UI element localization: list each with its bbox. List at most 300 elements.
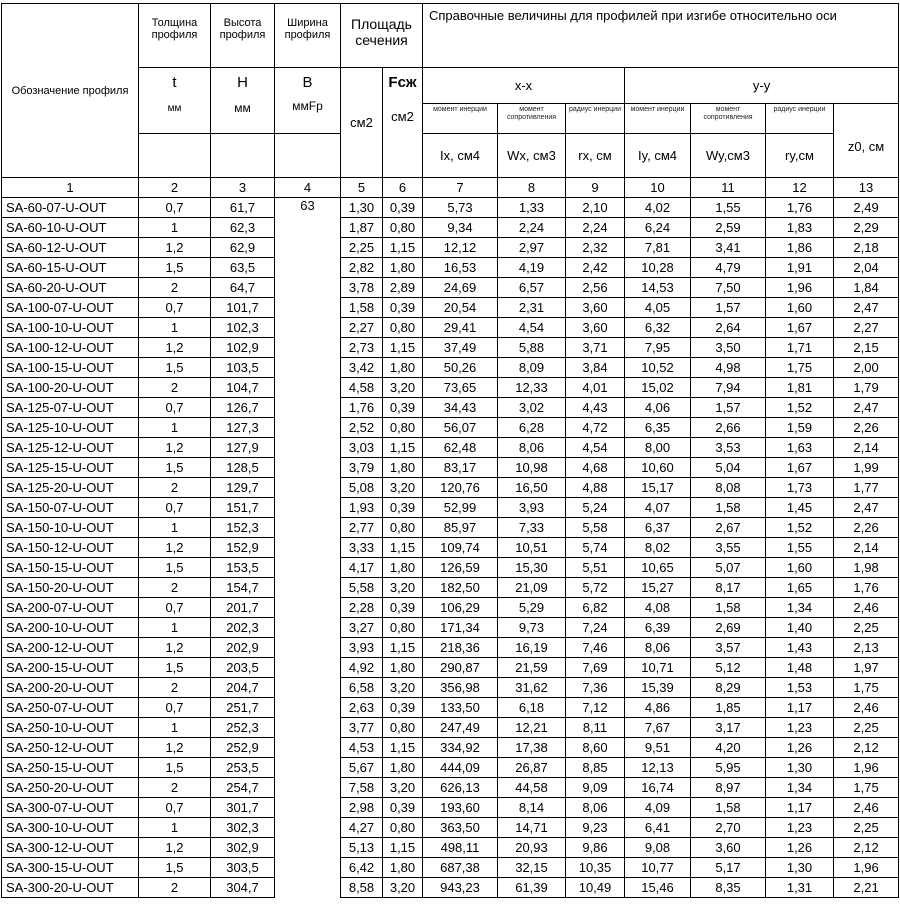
table-row (2, 338, 899, 358)
table-cell: 62,48 (423, 438, 498, 458)
table-cell: 0,80 (383, 518, 423, 538)
table-body (2, 198, 899, 898)
table-cell: 0,80 (383, 418, 423, 438)
table-cell: 202,3 (211, 618, 275, 638)
table-row (2, 238, 899, 258)
table-cell: 1,57 (691, 298, 766, 318)
table-cell: 2,04 (834, 258, 899, 278)
table-cell: 4,53 (341, 738, 383, 758)
header-t-cell (139, 68, 211, 134)
profile-name: SA-100-15-U-OUT (2, 358, 139, 378)
table-cell: 3,20 (383, 478, 423, 498)
profile-name: SA-250-15-U-OUT (2, 758, 139, 778)
table-cell: 2,66 (691, 418, 766, 438)
table-cell: 3,57 (691, 638, 766, 658)
header-fsz-cell (383, 68, 423, 178)
table-cell: 5,58 (341, 578, 383, 598)
table-cell: 0,80 (383, 218, 423, 238)
table-cell: 1,76 (766, 198, 834, 218)
table-cell: 3,33 (341, 538, 383, 558)
table-cell: 203,5 (211, 658, 275, 678)
table-row (2, 358, 899, 378)
table-cell: 1,58 (341, 298, 383, 318)
table-cell: 4,54 (498, 318, 566, 338)
table-cell: 0,39 (383, 798, 423, 818)
table-cell: 3,78 (341, 278, 383, 298)
table-cell: 2,00 (834, 358, 899, 378)
table-cell: 5,17 (691, 858, 766, 878)
table-cell: 2,24 (498, 218, 566, 238)
table-cell: 1,87 (341, 218, 383, 238)
table-cell: 1,53 (766, 678, 834, 698)
table-cell: 0,7 (139, 198, 211, 218)
table-cell: 687,38 (423, 858, 498, 878)
table-cell: 8,00 (625, 438, 691, 458)
table-cell: 2,70 (691, 818, 766, 838)
unit-b: ммFp (292, 99, 323, 113)
table-cell: 129,7 (211, 478, 275, 498)
table-cell: 4,86 (625, 698, 691, 718)
table-cell: 2,28 (341, 598, 383, 618)
table-cell: 1,67 (766, 458, 834, 478)
table-cell: 202,9 (211, 638, 275, 658)
header-width: Ширина профиля (275, 4, 341, 68)
table-cell: 1,15 (383, 238, 423, 258)
table-cell: 1,2 (139, 538, 211, 558)
table-cell: 2,14 (834, 438, 899, 458)
table-cell: 6,28 (498, 418, 566, 438)
table-cell: 7,33 (498, 518, 566, 538)
unit-h: мм (234, 101, 251, 115)
table-cell: 4,72 (566, 418, 625, 438)
table-cell: 2,25 (341, 238, 383, 258)
table-cell: 2,42 (566, 258, 625, 278)
table-cell: 62,9 (211, 238, 275, 258)
table-cell: 4,01 (566, 378, 625, 398)
table-row (2, 398, 899, 418)
table-cell: 1,80 (383, 658, 423, 678)
table-cell: 1,85 (691, 698, 766, 718)
profile-name: SA-150-12-U-OUT (2, 538, 139, 558)
table-cell: 1 (139, 418, 211, 438)
column-number: 13 (834, 178, 899, 198)
table-cell: 15,02 (625, 378, 691, 398)
table-cell: 0,39 (383, 498, 423, 518)
table-cell: 171,34 (423, 618, 498, 638)
table-cell: 16,53 (423, 258, 498, 278)
table-cell: 1,17 (766, 698, 834, 718)
table-cell: 3,60 (566, 318, 625, 338)
table-cell: 1,23 (766, 818, 834, 838)
table-cell: 1,15 (383, 438, 423, 458)
table-cell: 2,59 (691, 218, 766, 238)
table-cell: 1 (139, 818, 211, 838)
profile-name: SA-60-10-U-OUT (2, 218, 139, 238)
table-row (2, 758, 899, 778)
table-row (2, 538, 899, 558)
table-cell: 14,53 (625, 278, 691, 298)
table-cell: 7,95 (625, 338, 691, 358)
table-cell: 7,24 (566, 618, 625, 638)
table-cell: 3,20 (383, 878, 423, 898)
table-row (2, 678, 899, 698)
table-cell: 1,15 (383, 638, 423, 658)
table-cell: 8,58 (341, 878, 383, 898)
table-cell: 2,12 (834, 738, 899, 758)
table-cell: 302,9 (211, 838, 275, 858)
table-row (2, 578, 899, 598)
table-cell: 6,18 (498, 698, 566, 718)
table-cell: 1,97 (834, 658, 899, 678)
table-cell: 2,26 (834, 518, 899, 538)
table-row (2, 278, 899, 298)
table-cell: 8,11 (566, 718, 625, 738)
header-z0: z0, см (834, 104, 899, 178)
table-cell: 444,09 (423, 758, 498, 778)
table-cell: 193,60 (423, 798, 498, 818)
table-cell: 2 (139, 578, 211, 598)
table-cell: 3,20 (383, 678, 423, 698)
profile-name: SA-125-10-U-OUT (2, 418, 139, 438)
table-cell: 15,27 (625, 578, 691, 598)
column-number: 1 (2, 178, 139, 198)
table-cell: 109,74 (423, 538, 498, 558)
table-cell: 1,75 (834, 778, 899, 798)
table-cell: 4,54 (566, 438, 625, 458)
table-cell: 2,46 (834, 698, 899, 718)
table-cell: 1,2 (139, 738, 211, 758)
table-cell: 17,38 (498, 738, 566, 758)
table-cell: 2,32 (566, 238, 625, 258)
table-cell: 4,92 (341, 658, 383, 678)
table-cell: 15,30 (498, 558, 566, 578)
table-cell: 52,99 (423, 498, 498, 518)
profile-name: SA-150-20-U-OUT (2, 578, 139, 598)
table-cell: 2,63 (341, 698, 383, 718)
table-cell: 128,5 (211, 458, 275, 478)
table-cell: 4,88 (566, 478, 625, 498)
table-cell: 9,23 (566, 818, 625, 838)
table-cell: 102,9 (211, 338, 275, 358)
table-cell: 1,73 (766, 478, 834, 498)
table-cell: 1,79 (834, 378, 899, 398)
table-cell: 10,98 (498, 458, 566, 478)
table-cell: 15,39 (625, 678, 691, 698)
table-cell: 304,7 (211, 878, 275, 898)
profile-name: SA-200-20-U-OUT (2, 678, 139, 698)
profile-name: SA-250-10-U-OUT (2, 718, 139, 738)
table-cell: 5,88 (498, 338, 566, 358)
table-cell: 12,13 (625, 758, 691, 778)
symbol-fsz: Fсж (388, 74, 417, 91)
table-row (2, 298, 899, 318)
table-cell: 4,43 (566, 398, 625, 418)
table-row (2, 638, 899, 658)
table-cell: 3,84 (566, 358, 625, 378)
header-iy: Iy, см4 (625, 134, 691, 178)
table-cell: 498,11 (423, 838, 498, 858)
table-cell: 1,98 (834, 558, 899, 578)
table-cell: 2,46 (834, 798, 899, 818)
table-cell: 61,7 (211, 198, 275, 218)
column-number: 3 (211, 178, 275, 198)
profile-name: SA-250-12-U-OUT (2, 738, 139, 758)
table-row (2, 498, 899, 518)
table-cell: 1 (139, 318, 211, 338)
table-cell: 2,18 (834, 238, 899, 258)
table-cell: 0,7 (139, 298, 211, 318)
table-cell: 1,15 (383, 738, 423, 758)
table-cell: 2,77 (341, 518, 383, 538)
table-cell: 0,7 (139, 398, 211, 418)
table-cell: 4,05 (625, 298, 691, 318)
table-cell: 1,75 (766, 358, 834, 378)
table-cell: 1,40 (766, 618, 834, 638)
profile-name: SA-60-07-U-OUT (2, 198, 139, 218)
table-cell: 10,65 (625, 558, 691, 578)
table-cell: 6,42 (341, 858, 383, 878)
table-cell: 10,28 (625, 258, 691, 278)
table-row (2, 258, 899, 278)
table-cell: 3,03 (341, 438, 383, 458)
table-cell: 10,49 (566, 878, 625, 898)
table-cell: 0,80 (383, 318, 423, 338)
table-cell: 3,41 (691, 238, 766, 258)
column-number: 10 (625, 178, 691, 198)
table-cell: 1,63 (766, 438, 834, 458)
table-cell: 6,82 (566, 598, 625, 618)
profile-name: SA-60-20-U-OUT (2, 278, 139, 298)
table-cell: 7,67 (625, 718, 691, 738)
table-cell: 7,36 (566, 678, 625, 698)
table-cell: 133,50 (423, 698, 498, 718)
table-row (2, 878, 899, 898)
table-cell: 12,33 (498, 378, 566, 398)
profile-name: SA-300-07-U-OUT (2, 798, 139, 818)
table-cell: 1,86 (766, 238, 834, 258)
table-cell: 2 (139, 678, 211, 698)
table-cell: 1,58 (691, 798, 766, 818)
table-cell: 5,72 (566, 578, 625, 598)
table-cell: 126,7 (211, 398, 275, 418)
table-cell: 1,2 (139, 238, 211, 258)
table-cell: 2,26 (834, 418, 899, 438)
table-cell: 4,19 (498, 258, 566, 278)
table-cell: 2,89 (383, 278, 423, 298)
table-cell: 1,99 (834, 458, 899, 478)
note-inertia-x: момент инерции (423, 104, 498, 134)
table-row (2, 438, 899, 458)
table-cell: 10,51 (498, 538, 566, 558)
table-cell: 2 (139, 778, 211, 798)
table-row (2, 318, 899, 338)
table-cell: 6,37 (625, 518, 691, 538)
table-cell: 1,45 (766, 498, 834, 518)
table-cell: 2 (139, 378, 211, 398)
table-cell: 5,13 (341, 838, 383, 858)
table-cell: 2,47 (834, 298, 899, 318)
unit-t: мм (167, 103, 182, 114)
table-cell: 6,24 (625, 218, 691, 238)
table-cell: 1,52 (766, 518, 834, 538)
table-cell: 1,71 (766, 338, 834, 358)
column-number: 11 (691, 178, 766, 198)
table-cell: 5,12 (691, 658, 766, 678)
table-cell: 1,80 (383, 358, 423, 378)
profile-name: SA-100-10-U-OUT (2, 318, 139, 338)
table-row (2, 478, 899, 498)
table-row (2, 558, 899, 578)
table-cell: 15,17 (625, 478, 691, 498)
table-cell: 37,49 (423, 338, 498, 358)
table-cell: 1,5 (139, 758, 211, 778)
table-cell: 3,79 (341, 458, 383, 478)
table-cell: 2,52 (341, 418, 383, 438)
table-cell: 7,81 (625, 238, 691, 258)
profile-name: SA-100-12-U-OUT (2, 338, 139, 358)
table-cell: 4,27 (341, 818, 383, 838)
table-row (2, 658, 899, 678)
table-cell: 7,12 (566, 698, 625, 718)
table-row (2, 718, 899, 738)
table-cell: 7,46 (566, 638, 625, 658)
profile-name: SA-250-20-U-OUT (2, 778, 139, 798)
profile-name: SA-60-12-U-OUT (2, 238, 139, 258)
header-height: Высота профиля (211, 4, 275, 68)
table-cell: 1,67 (766, 318, 834, 338)
table-cell: 4,02 (625, 198, 691, 218)
column-number: 4 (275, 178, 341, 198)
table-cell: 152,3 (211, 518, 275, 538)
table-cell: 254,7 (211, 778, 275, 798)
table-cell: 9,86 (566, 838, 625, 858)
table-cell: 3,93 (341, 638, 383, 658)
table-cell: 1,15 (383, 838, 423, 858)
table-cell: 8,02 (625, 538, 691, 558)
table-cell: 101,7 (211, 298, 275, 318)
table-cell: 10,52 (625, 358, 691, 378)
table-cell: 8,60 (566, 738, 625, 758)
table-cell: 2,64 (691, 318, 766, 338)
unit-area: см2 (341, 68, 383, 178)
table-cell: 3,55 (691, 538, 766, 558)
table-row (2, 378, 899, 398)
table-cell: 0,7 (139, 498, 211, 518)
table-cell: 303,5 (211, 858, 275, 878)
table-cell: 20,93 (498, 838, 566, 858)
column-number-row (2, 178, 899, 198)
table-cell: 16,50 (498, 478, 566, 498)
table-cell: 61,39 (498, 878, 566, 898)
header-ix: Ix, см4 (423, 134, 498, 178)
table-cell: 1,80 (383, 758, 423, 778)
table-cell: 218,36 (423, 638, 498, 658)
table-cell: 21,09 (498, 578, 566, 598)
table-cell: 3,42 (341, 358, 383, 378)
table-cell: 2,27 (834, 318, 899, 338)
table-cell: 2,14 (834, 538, 899, 558)
table-cell: 5,24 (566, 498, 625, 518)
table-cell: 1,65 (766, 578, 834, 598)
profile-name: SA-200-10-U-OUT (2, 618, 139, 638)
table-cell: 1,5 (139, 358, 211, 378)
table-row (2, 598, 899, 618)
table-cell: 8,35 (691, 878, 766, 898)
table-cell: 6,35 (625, 418, 691, 438)
table-cell: 6,58 (341, 678, 383, 698)
table-cell: 44,58 (498, 778, 566, 798)
table-cell: 6,32 (625, 318, 691, 338)
table-cell: 1,30 (766, 858, 834, 878)
table-cell: 1,77 (834, 478, 899, 498)
table-row (2, 198, 899, 218)
profile-name: SA-200-12-U-OUT (2, 638, 139, 658)
table-cell: 5,58 (566, 518, 625, 538)
table-cell: 15,46 (625, 878, 691, 898)
table-cell: 1,2 (139, 838, 211, 858)
table-cell: 1,5 (139, 858, 211, 878)
table-cell: 6,39 (625, 618, 691, 638)
table-cell: 1,2 (139, 338, 211, 358)
table-cell: 1,15 (383, 338, 423, 358)
table-cell: 2,46 (834, 598, 899, 618)
table-cell: 1,17 (766, 798, 834, 818)
profile-name: SA-300-15-U-OUT (2, 858, 139, 878)
table-cell: 106,29 (423, 598, 498, 618)
table-row (2, 778, 899, 798)
table-cell: 2,67 (691, 518, 766, 538)
table-cell: 1,58 (691, 598, 766, 618)
table-cell: 1,91 (766, 258, 834, 278)
table-cell: 2,25 (834, 818, 899, 838)
table-cell: 4,17 (341, 558, 383, 578)
table-cell: 1,93 (341, 498, 383, 518)
column-number: 8 (498, 178, 566, 198)
table-cell: 2,25 (834, 618, 899, 638)
table-cell: 1,34 (766, 598, 834, 618)
table-cell: 0,80 (383, 718, 423, 738)
table-cell: 1,5 (139, 558, 211, 578)
table-cell: 8,97 (691, 778, 766, 798)
table-cell: 3,20 (383, 578, 423, 598)
table-cell: 5,07 (691, 558, 766, 578)
table-cell: 2,69 (691, 618, 766, 638)
table-cell: 62,3 (211, 218, 275, 238)
table-cell: 0,39 (383, 398, 423, 418)
table-cell: 5,29 (498, 598, 566, 618)
table-cell: 252,3 (211, 718, 275, 738)
table-cell: 127,9 (211, 438, 275, 458)
table-cell: 2,13 (834, 638, 899, 658)
table-cell: 0,7 (139, 698, 211, 718)
table-cell: 0,80 (383, 818, 423, 838)
table-cell: 1,83 (766, 218, 834, 238)
column-number: 12 (766, 178, 834, 198)
table-row (2, 518, 899, 538)
header-wx: Wx, см3 (498, 134, 566, 178)
header-thickness: Толщина профиля (139, 4, 211, 68)
table-cell: 16,19 (498, 638, 566, 658)
profile-name: SA-300-20-U-OUT (2, 878, 139, 898)
table-cell: 8,85 (566, 758, 625, 778)
table-cell: 5,73 (423, 198, 498, 218)
table-cell: 1,2 (139, 638, 211, 658)
table-cell: 8,09 (498, 358, 566, 378)
table-cell: 3,17 (691, 718, 766, 738)
table-cell: 7,58 (341, 778, 383, 798)
table-cell: 0,39 (383, 298, 423, 318)
table-cell: 3,71 (566, 338, 625, 358)
